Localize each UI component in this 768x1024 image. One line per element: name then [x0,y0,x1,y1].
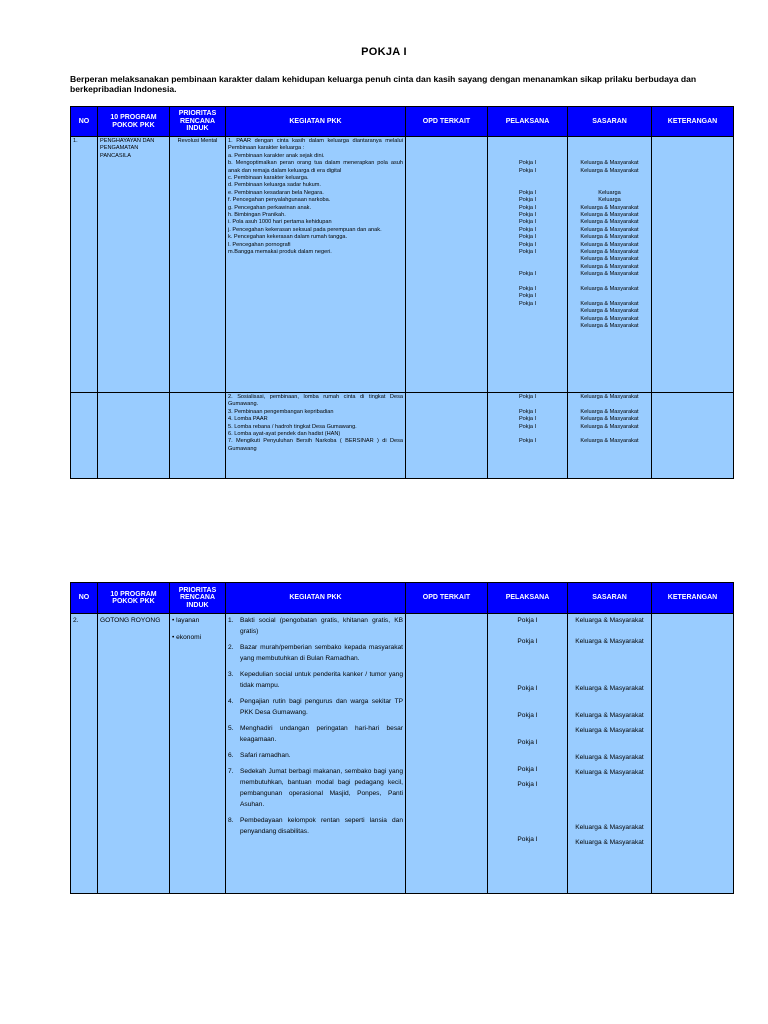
kegiatan-item: g. Pencegahan perkawinan anak. [228,204,312,211]
header-sasaran: SASARAN [568,583,652,614]
kegiatan-item: k. Pencegahan kekerasan dalam rumah tangga. [228,234,348,241]
cell-keterangan [652,137,734,393]
sasaran-value: Keluarga & Masyarakat [580,394,639,400]
cell-prioritas [170,614,226,894]
header-program: 10 PROGRAM POKOK PKK [98,583,170,614]
pelaksana-value: Pokja I [518,189,537,196]
table-row [71,137,734,393]
pokja-table-1 [70,106,734,479]
cell-prioritas [170,393,226,479]
pelaksana-value: Pokja I [518,226,537,233]
kegiatan-item: e. Pembinaan kesadaran bela Negara. [228,189,324,196]
pelaksana-value: Pokja I [518,293,537,300]
pelaksana-value: Pokja I [518,219,537,226]
sasaran-value: Keluarga & Masyarakat [575,839,644,846]
sasaran-value: Keluarga & Masyarakat [575,638,644,645]
kegiatan-item: d. Pembinaan keluarga sadar hukum. [228,182,321,189]
sasaran-value: Keluarga & Masyarakat [580,423,639,430]
sasaran-value: Keluarga & Masyarakat [580,167,639,174]
cell-kegiatan [226,393,406,479]
pelaksana-value: Pokja I [518,160,537,167]
kegiatan-item: 5. Menghadiri undangan peringatan hari-hari besar keagamaan. [228,725,403,743]
sasaran-value: Keluarga & Masyarakat [580,308,639,315]
kegiatan-item: c. Pembinaan karakter keluarga. [228,175,309,182]
header-opd: OPD TERKAIT [406,583,488,614]
kegiatan-item: 1. Bakti social (pengobatan gratis, khitanan gratis, KB gratis) [228,617,403,635]
sasaran-value: Keluarga & Masyarakat [580,323,639,330]
cell-opd [406,393,488,479]
header-pelaksana: PELAKSANA [488,583,568,614]
kegiatan-item: j. Pencegahan kekerasan seksual pada perempuan dan anak. [228,226,382,233]
kegiatan-item: 6. Safari ramadhan. [228,752,291,759]
pokja-table-2 [70,582,734,894]
cell-opd [406,614,488,894]
table-header-row [71,583,734,614]
header-keterangan: KETERANGAN [652,107,734,137]
pelaksana-value: Pokja I [518,271,537,278]
sasaran-value: Keluarga & Masyarakat [580,234,639,241]
pelaksana-value: Pokja I [517,836,538,843]
kegiatan-item: 4. Lomba PAAR [228,416,268,423]
cell-no: 1. [71,137,98,393]
kegiatan-item: l. Pencegahan pornografi [228,241,291,248]
cell-opd [406,137,488,393]
kegiatan-item: b. Mengoptimalkan peran orang tua dalam menerapkan pola asuh anak dan remaja dalam keluarga di era digital [228,160,403,174]
sasaran-value: Keluarga & Masyarakat [580,204,639,211]
pelaksana-value: Pokja I [518,408,537,415]
header-kegiatan: KEGIATAN PKK [226,107,406,137]
header-program: 10 PROGRAM POKOK PKK [98,107,170,137]
prioritas-item: • ekonomi [172,634,202,641]
kegiatan-item: h. Bimbingan Pranikah. [228,212,286,219]
sasaran-value: Keluarga & Masyarakat [580,226,639,233]
pelaksana-value: Pokja I [518,249,537,256]
header-opd: OPD TERKAIT [406,107,488,137]
sasaran-value: Keluarga & Masyarakat [575,824,644,831]
pelaksana-value: Pokja I [517,766,538,773]
sasaran-value: Keluarga & Masyarakat [580,271,639,278]
pelaksana-value: Pokja I [518,167,537,174]
cell-kegiatan [226,137,406,393]
pelaksana-value: Pokja I [518,286,537,292]
header-prioritas: PRIORITAS RENCANA INDUK [170,107,226,137]
table-header-row [71,107,734,137]
sasaran-value: Keluarga & Masyarakat [580,211,639,218]
cell-program [98,393,170,479]
sasaran-value: Keluarga & Masyarakat [575,685,644,692]
kegiatan-item: m.Bangga memakai produk dalam negeri. [228,249,332,256]
sasaran-value: Keluarga [598,197,621,204]
sasaran-value: Keluarga & Masyarakat [580,300,639,307]
cell-kegiatan [226,614,406,894]
pelaksana-value: Pokja I [517,617,538,624]
pelaksana-value: Pokja I [518,211,537,218]
cell-no [71,393,98,479]
kegiatan-item: 2. Bazar murah/pemberian sembako kepada masyarakat yang membutuhkan di Bulan Ramadhan. [228,644,403,662]
pelaksana-value: Pokja I [518,234,537,241]
sasaran-value: Keluarga & Masyarakat [580,315,639,322]
cell-sasaran [568,614,652,894]
kegiatan-item: 7. Mengikuti Penyuluhan Bersih Narkoba ( BERSINAR ) di Desa Gumawang [228,438,403,452]
pelaksana-value: Pokja I [518,204,537,211]
prioritas-item: • layanan [172,617,200,624]
pelaksana-value: Pokja I [518,241,537,248]
kegiatan-item: i. Pola asuh 1000 hari pertama kehidupan [228,219,332,226]
page-title: POKJA I [361,46,407,58]
sasaran-value: Keluarga & Masyarakat [580,408,639,415]
cell-prioritas: Revolusi Mental [170,137,226,393]
intro-paragraph: Berperan melaksanakan pembinaan karakter dalam kehidupan keluarga penuh cinta dan kasih sayang dengan menanamkan sikap prilaku berbudaya dan berkepribadian Indonesia. [70,74,697,94]
cell-pelaksana [488,393,568,479]
cell-no: 2. [71,614,98,894]
sasaran-value: Keluarga & Masyarakat [580,263,639,270]
pelaksana-value: Pokja I [517,638,538,645]
header-no: NO [71,583,98,614]
kegiatan-item: f. Pencegahan penyalahgunaan narkoba. [228,197,331,204]
pelaksana-value: Pokja I [518,423,537,430]
kegiatan-item: 4. Pengajian rutin bagi pengurus dan warga sekitar TP PKK Desa Gumawang. [228,698,403,716]
pelaksana-value: Pokja I [518,416,537,423]
header-prioritas: PRIORITAS RENCANA INDUK [170,583,226,614]
sasaran-value: Keluarga & Masyarakat [580,416,639,423]
sasaran-value: Keluarga & Masyarakat [580,160,639,167]
kegiatan-item: 7. Sedekah Jumat berbagi makanan, sembako bagi yang membutuhkan, bantuan modal bagi pedagang kecil, pembangunan operasional Masjid, Ponpes, Panti Asuhan. [228,768,403,808]
table-row [71,393,734,479]
kegiatan-item: a. Pembinaan karakter anak sejak dini. [228,152,325,159]
sasaran-value: Keluarga & Masyarakat [575,727,644,734]
pelaksana-value: Pokja I [518,394,537,400]
sasaran-value: Keluarga & Masyarakat [580,256,639,263]
cell-program: GOTONG ROYONG [98,614,170,894]
kegiatan-intro: 1. PAAR dengan cinta kasih dalam keluarga diantaranya melalui Pembinaan karakter keluarga : [228,138,403,152]
sasaran-value: Keluarga & Masyarakat [575,712,644,719]
header-no: NO [71,107,98,137]
table-row [71,614,734,894]
header-keterangan: KETERANGAN [652,583,734,614]
cell-pelaksana [488,614,568,894]
cell-keterangan [652,614,734,894]
kegiatan-item: 5. Lomba rebana / hadroh tingkat Desa Gumawang. [228,423,357,430]
pelaksana-value: Pokja I [518,197,537,204]
kegiatan-item: 2. Sosialisasi, pembinaan, lomba rumah cinta di tingkat Desa Gumawang. [228,394,403,408]
cell-program: PENGHAYAYAN DAN PENGAMATAN PANCASILA [98,137,170,393]
kegiatan-item: 8. Pembedayaan kelompok rentan seperti lansia dan penyandang disabilitas. [228,817,403,835]
pelaksana-value: Pokja I [517,781,538,788]
sasaran-value: Keluarga & Masyarakat [575,754,644,761]
sasaran-value: Keluarga & Masyarakat [575,617,644,624]
sasaran-value: Keluarga [598,189,621,196]
sasaran-value: Keluarga & Masyarakat [580,241,639,248]
sasaran-value: Keluarga & Masyarakat [580,219,639,226]
header-sasaran: SASARAN [568,107,652,137]
pelaksana-value: Pokja I [518,300,537,307]
cell-keterangan [652,393,734,479]
cell-pelaksana [488,137,568,393]
sasaran-value: Keluarga & Masyarakat [580,438,639,445]
header-pelaksana: PELAKSANA [488,107,568,137]
pelaksana-value: Pokja I [517,739,538,746]
pelaksana-value: Pokja I [517,685,538,692]
kegiatan-item: 3. Kepedulian social untuk penderita kanker / tumor yang tidak mampu. [228,671,403,689]
pelaksana-value: Pokja I [517,712,538,719]
cell-sasaran [568,393,652,479]
sasaran-value: Keluarga & Masyarakat [580,286,639,293]
sasaran-value: Keluarga & Masyarakat [580,249,639,256]
sasaran-value: Keluarga & Masyarakat [575,769,644,776]
header-kegiatan: KEGIATAN PKK [226,583,406,614]
kegiatan-item: 6. Lomba ayat-ayat pendek dan hadist (HAN) [228,431,341,438]
cell-sasaran [568,137,652,393]
kegiatan-item: 3. Pembinaan pengembangan kepribadian [228,408,334,415]
pelaksana-value: Pokja I [518,438,537,445]
